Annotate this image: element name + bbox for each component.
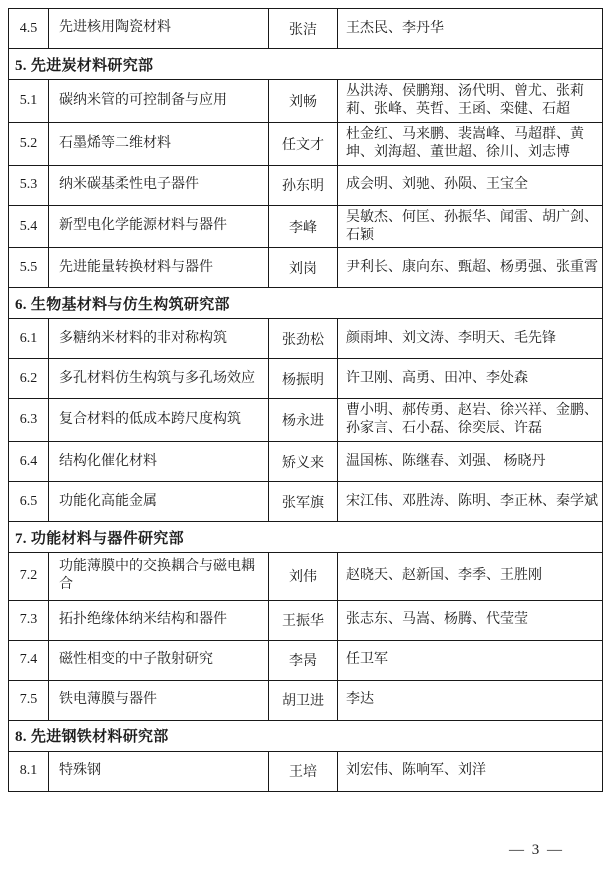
leader-cell: 刘伟 <box>269 553 338 600</box>
row-number: 4.5 <box>9 9 49 49</box>
table-row <box>9 482 603 522</box>
table-row <box>9 442 603 482</box>
row-number: 5.4 <box>9 205 49 248</box>
leader-cell: 张劲松 <box>269 319 338 359</box>
row-number: 7.4 <box>9 640 49 680</box>
row-number: 6.2 <box>9 359 49 399</box>
members-cell: 赵晓天、赵新国、李季、王胜刚 <box>338 553 603 600</box>
members-cell: 宋江伟、邓胜涛、陈明、李正林、秦学斌 <box>338 482 603 522</box>
leader-cell: 矫义来 <box>269 442 338 482</box>
topic-cell: 拓扑绝缘体纳米结构和器件 <box>49 600 269 640</box>
row-number: 8.1 <box>9 751 49 791</box>
section-row <box>9 49 603 80</box>
members-cell: 成会明、刘驰、孙陨、王宝全 <box>338 165 603 205</box>
topic-cell: 功能化高能金属 <box>49 482 269 522</box>
table-row <box>9 80 603 123</box>
assignments-table-body <box>9 9 603 792</box>
table-row <box>9 165 603 205</box>
topic-cell: 先进核用陶瓷材料 <box>49 9 269 49</box>
table-row <box>9 122 603 165</box>
leader-cell: 李峰 <box>269 205 338 248</box>
leader-cell: 李昺 <box>269 640 338 680</box>
leader-cell: 刘畅 <box>269 80 338 123</box>
topic-cell: 纳米碳基柔性电子器件 <box>49 165 269 205</box>
assignments-table <box>8 8 603 792</box>
row-number: 5.3 <box>9 165 49 205</box>
leader-cell: 杨永进 <box>269 399 338 442</box>
members-cell: 任卫军 <box>338 640 603 680</box>
leader-cell: 刘岗 <box>269 248 338 288</box>
table-row <box>9 399 603 442</box>
members-cell: 丛洪涛、侯鹏翔、汤代明、曾尤、张莉莉、张峰、英哲、王函、栾健、石超 <box>338 80 603 123</box>
leader-cell: 王振华 <box>269 600 338 640</box>
row-number: 6.3 <box>9 399 49 442</box>
members-cell: 颜雨坤、刘文涛、李明天、毛先锋 <box>338 319 603 359</box>
members-cell: 许卫刚、高勇、田冲、李处森 <box>338 359 603 399</box>
table-row <box>9 600 603 640</box>
members-cell: 刘宏伟、陈响军、刘洋 <box>338 751 603 791</box>
leader-cell: 张军旗 <box>269 482 338 522</box>
table-row <box>9 319 603 359</box>
topic-cell: 碳纳米管的可控制备与应用 <box>49 80 269 123</box>
members-cell: 尹利长、康向东、甄超、杨勇强、张重霄 <box>338 248 603 288</box>
table-row <box>9 751 603 791</box>
page-number: — 3 — <box>509 842 564 858</box>
topic-cell: 石墨烯等二维材料 <box>49 122 269 165</box>
row-number: 7.5 <box>9 680 49 720</box>
row-number: 6.4 <box>9 442 49 482</box>
topic-cell: 结构化催化材料 <box>49 442 269 482</box>
leader-cell: 任文才 <box>269 122 338 165</box>
section-row <box>9 720 603 751</box>
row-number: 5.5 <box>9 248 49 288</box>
leader-cell: 孙东明 <box>269 165 338 205</box>
row-number: 5.2 <box>9 122 49 165</box>
row-number: 5.1 <box>9 80 49 123</box>
table-row <box>9 680 603 720</box>
topic-cell: 铁电薄膜与器件 <box>49 680 269 720</box>
row-number: 7.3 <box>9 600 49 640</box>
members-cell: 温国栋、陈继春、刘强、 杨晓丹 <box>338 442 603 482</box>
table-row <box>9 248 603 288</box>
section-label: 7. 功能材料与器件研究部 <box>9 522 603 553</box>
topic-cell: 特殊钢 <box>49 751 269 791</box>
section-label: 8. 先进钢铁材料研究部 <box>9 720 603 751</box>
members-cell: 杜金红、马来鹏、裴嵩峰、马超群、黄坤、刘海超、董世超、徐川、刘志博 <box>338 122 603 165</box>
leader-cell: 张洁 <box>269 9 338 49</box>
members-cell: 张志东、马嵩、杨腾、代莹莹 <box>338 600 603 640</box>
topic-cell: 功能薄膜中的交换耦合与磁电耦合 <box>49 553 269 600</box>
members-cell: 吴敏杰、何匡、孙振华、闻雷、胡广剑、石颖 <box>338 205 603 248</box>
topic-cell: 新型电化学能源材料与器件 <box>49 205 269 248</box>
table-row <box>9 553 603 600</box>
row-number: 7.2 <box>9 553 49 600</box>
topic-cell: 先进能量转换材料与器件 <box>49 248 269 288</box>
topic-cell: 磁性相变的中子散射研究 <box>49 640 269 680</box>
members-cell: 王杰民、李丹华 <box>338 9 603 49</box>
leader-cell: 胡卫进 <box>269 680 338 720</box>
members-cell: 曹小明、郝传勇、赵岩、徐兴祥、金鹏、孙家言、石小磊、徐奕辰、许磊 <box>338 399 603 442</box>
topic-cell: 多孔材料仿生构筑与多孔场效应 <box>49 359 269 399</box>
row-number: 6.1 <box>9 319 49 359</box>
section-row <box>9 522 603 553</box>
section-label: 5. 先进炭材料研究部 <box>9 49 603 80</box>
members-cell: 李达 <box>338 680 603 720</box>
topic-cell: 多糖纳米材料的非对称构筑 <box>49 319 269 359</box>
leader-cell: 王培 <box>269 751 338 791</box>
table-row <box>9 9 603 49</box>
row-number: 6.5 <box>9 482 49 522</box>
table-row <box>9 205 603 248</box>
section-label: 6. 生物基材料与仿生构筑研究部 <box>9 288 603 319</box>
table-row <box>9 359 603 399</box>
leader-cell: 杨振明 <box>269 359 338 399</box>
table-row <box>9 640 603 680</box>
topic-cell: 复合材料的低成本跨尺度构筑 <box>49 399 269 442</box>
section-row <box>9 288 603 319</box>
